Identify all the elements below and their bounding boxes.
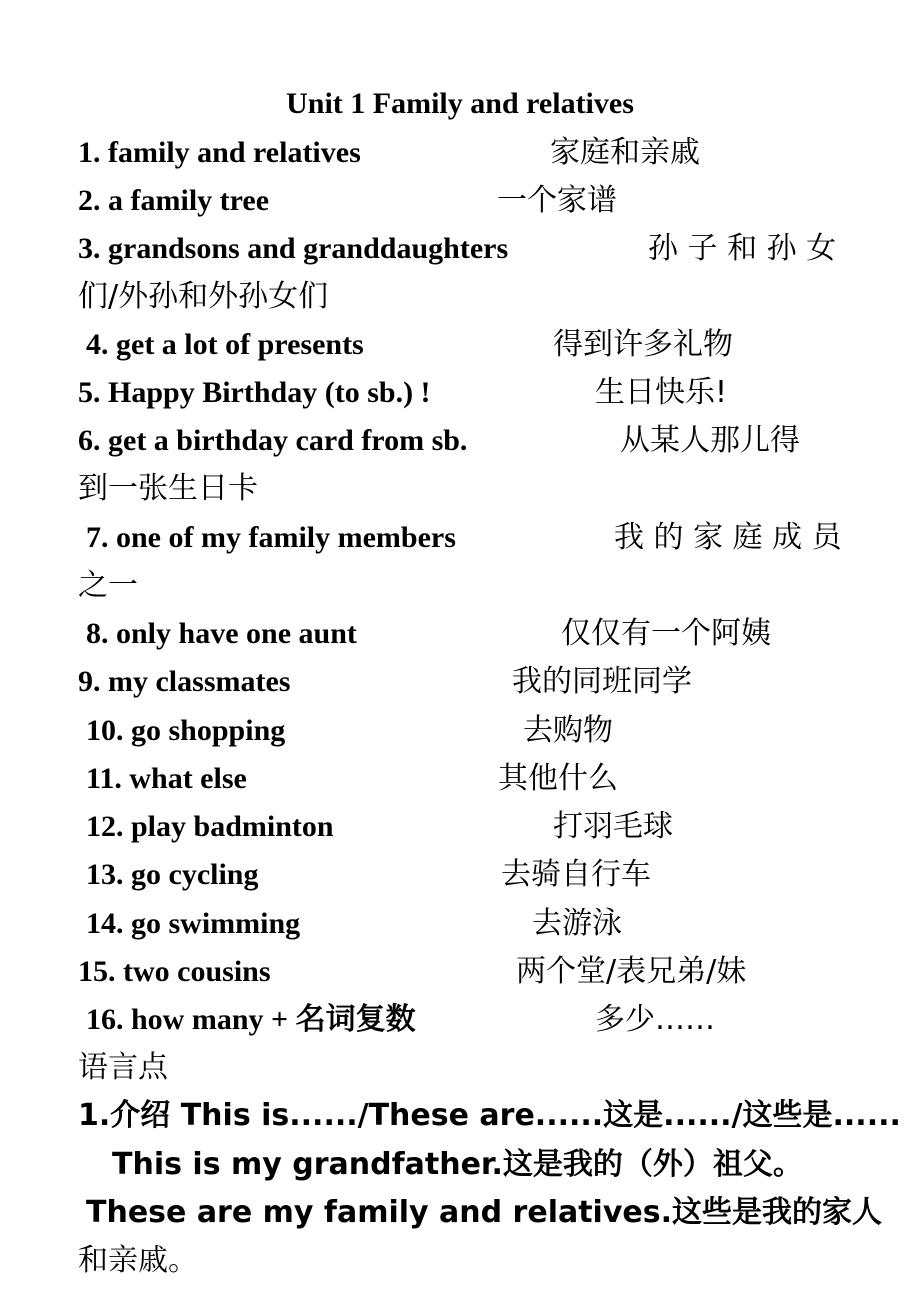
- vocab-english: 11. what else: [86, 762, 247, 795]
- vocab-english: 16. how many + 名词复数: [86, 1003, 416, 1036]
- vocab-chinese: 打羽毛球: [553, 809, 673, 844]
- language-point-1: 1.介绍 This is....../These are......这是....../这些是......: [78, 1098, 901, 1133]
- vocab-chinese: 去骑自行车: [501, 857, 651, 892]
- vocab-english: 10. go shopping: [86, 714, 286, 747]
- vocab-chinese: 仅仅有一个阿姨: [561, 616, 771, 651]
- vocab-english: 1. family and relatives: [78, 136, 361, 169]
- vocab-item: [0, 226, 920, 272]
- vocab-chinese: 从某人那儿得: [620, 423, 800, 458]
- vocab-english: 14. go swimming: [86, 907, 301, 940]
- vocab-english: 7. one of my family members: [86, 521, 456, 554]
- vocab-item: [0, 130, 920, 176]
- vocab-chinese: 家庭和亲戚: [550, 135, 700, 170]
- vocab-chinese: 我 的 家 庭 成 员: [614, 520, 842, 555]
- vocab-english: 3. grandsons and granddaughters: [78, 232, 509, 265]
- vocab-chinese: 我的同班同学: [512, 664, 692, 699]
- vocab-item: [0, 901, 920, 947]
- vocab-chinese: 去购物: [523, 713, 613, 748]
- vocab-english: 4. get a lot of presents: [86, 328, 364, 361]
- vocab-item: [0, 178, 920, 224]
- vocab-item: [0, 322, 920, 368]
- language-points-heading: 语言点: [78, 1050, 168, 1085]
- vocab-item: [0, 515, 920, 561]
- vocab-english: 12. play badminton: [86, 810, 334, 843]
- vocab-chinese-continued: 们/外孙和外孙女们: [78, 279, 329, 314]
- vocab-item: [0, 997, 920, 1043]
- vocab-english: 5. Happy Birthday (to sb.) !: [78, 376, 431, 409]
- vocab-chinese: 生日快乐!: [595, 375, 728, 410]
- vocab-english: 2. a family tree: [78, 184, 270, 217]
- vocab-item: [0, 756, 920, 802]
- vocab-chinese: 一个家谱: [497, 183, 617, 218]
- vocab-item: [0, 659, 920, 705]
- vocab-english: 15. two cousins: [78, 955, 271, 988]
- vocab-english: 6. get a birthday card from sb.: [78, 424, 468, 457]
- vocab-chinese: 两个堂/表兄弟/妹: [516, 954, 747, 989]
- vocab-english: 9. my classmates: [78, 665, 291, 698]
- example-sentence-2-continued: 和亲戚。: [78, 1243, 198, 1278]
- vocab-chinese-continued: 之一: [78, 568, 138, 603]
- vocab-chinese-continued: 到一张生日卡: [78, 471, 258, 506]
- example-sentence-2: These are my family and relatives.这些是我的家人: [86, 1195, 882, 1230]
- vocab-chinese: 多少……: [595, 1002, 715, 1037]
- vocab-english: 8. only have one aunt: [86, 617, 357, 650]
- example-sentence-1: This is my grandfather.这是我的（外）祖父。: [112, 1147, 803, 1182]
- vocab-item: [0, 708, 920, 754]
- vocab-item: [0, 949, 920, 995]
- vocab-english: 13. go cycling: [86, 858, 259, 891]
- vocab-chinese: 得到许多礼物: [553, 327, 733, 362]
- vocab-item: [0, 804, 920, 850]
- vocab-chinese: 去游泳: [532, 906, 622, 941]
- vocab-chinese: 孙 子 和 孙 女: [648, 231, 837, 266]
- vocab-item: [0, 611, 920, 657]
- vocab-item: [0, 418, 920, 464]
- vocab-item: [0, 370, 920, 416]
- vocab-chinese: 其他什么: [498, 761, 618, 796]
- page-title: Unit 1 Family and relatives: [286, 87, 634, 120]
- vocab-item: [0, 852, 920, 898]
